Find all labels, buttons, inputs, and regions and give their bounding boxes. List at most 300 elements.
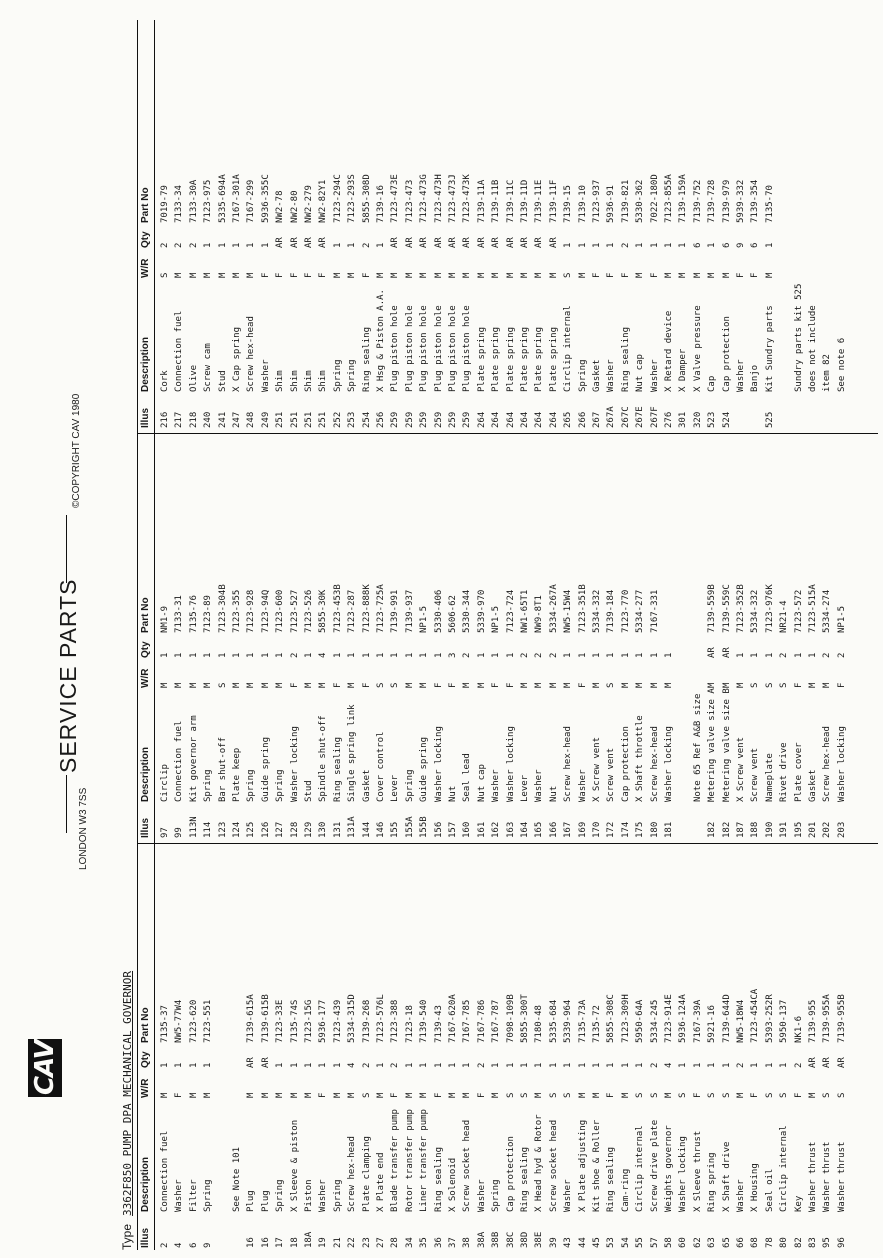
cell-illus: 251 [289, 411, 300, 428]
cell-part: 7139-16 [376, 185, 386, 223]
cell-part: NP1-5 [836, 605, 847, 633]
table-row [347, 430, 358, 840]
table-row [837, 840, 848, 1250]
cell-wr: M [692, 272, 703, 278]
table-row [419, 20, 430, 430]
cell-desc: Piston [304, 1179, 314, 1212]
table-row [477, 840, 488, 1250]
cell-wr: S [707, 1092, 718, 1098]
cell-wr: M [548, 272, 559, 278]
cell-qty: 1 [275, 652, 286, 658]
table-row [174, 430, 185, 840]
cell-desc: Plug piston hole [433, 305, 444, 392]
cell-qty: 1 [404, 652, 415, 658]
cell-illus: 525 [764, 411, 775, 428]
cell-desc: X Screw vent [592, 736, 602, 802]
cell-illus: 6 [188, 1242, 199, 1248]
cell-part: 7123-473 [404, 179, 415, 223]
table-row [520, 430, 531, 840]
table-row [722, 840, 733, 1250]
cell-desc: X Hsg & Piston A.A. [376, 289, 386, 392]
cell-desc: Lever [390, 774, 401, 802]
cell-qty: AR [707, 647, 718, 658]
table-row [232, 430, 243, 840]
cell-wr: M [736, 1092, 746, 1098]
table-row [347, 840, 358, 1250]
cell-qty: 1 [260, 242, 271, 248]
cell-part: 7139-354 [750, 179, 761, 223]
cell-illus: 256 [376, 411, 386, 428]
cell-wr: S [563, 1092, 574, 1098]
cell-part: 7180-48 [534, 1005, 545, 1043]
cell-desc: Screw drive plate [649, 1119, 660, 1212]
cell-wr: F [692, 1092, 703, 1098]
table-row [650, 840, 661, 1250]
cell-desc: Olive [188, 364, 199, 392]
table-header [138, 430, 155, 840]
cell-part: 7139-184 [606, 589, 617, 633]
cell-qty: 1 [491, 652, 502, 658]
cell-illus: 202 [822, 821, 833, 838]
cell-desc: Washer locking [678, 1136, 689, 1212]
cell-qty: 1 [376, 1062, 386, 1068]
cell-desc: X Sleeve & piston [289, 1119, 300, 1212]
cell-wr: F [606, 272, 617, 278]
table-row [290, 840, 301, 1250]
cell-desc: Spring [203, 769, 214, 802]
cell-desc: X Damper [678, 348, 689, 392]
cell-qty: 9 [736, 242, 746, 248]
cell-qty: 1 [592, 1062, 602, 1068]
cell-illus: 96 [836, 1237, 847, 1248]
cell-part: 5606-62 [448, 595, 458, 633]
cell-part: NP1-5 [491, 605, 502, 633]
cell-illus: 249 [260, 411, 271, 428]
cell-part: 7123-976K [764, 584, 775, 633]
table-row [160, 20, 171, 430]
table-row [678, 840, 689, 1250]
cell-desc: Plate spring [520, 326, 530, 392]
cell-illus: 60 [678, 1237, 689, 1248]
table-row [779, 20, 790, 430]
cell-qty: 1 [649, 652, 660, 658]
cell-wr: M [664, 1092, 674, 1098]
cell-desc: Spindle shut-off [318, 715, 329, 802]
table-row [794, 840, 805, 1250]
cell-illus: 267C [620, 406, 631, 428]
cell-illus: 276 [664, 411, 674, 428]
cell-wr: S [376, 682, 386, 688]
cell-part: 7139-11C [505, 179, 516, 223]
cell-illus: 264 [505, 411, 516, 428]
cell-desc: Washer thrust [822, 1141, 833, 1212]
page-title: SERVICE PARTS [55, 578, 81, 773]
cell-wr: M [678, 272, 689, 278]
cell-qty: 1 [390, 652, 401, 658]
cell-qty: 2 [520, 652, 530, 658]
cell-illus: 264 [548, 411, 559, 428]
cell-desc: Gasket [808, 769, 818, 802]
table-row [837, 20, 848, 430]
header-part: Part No [140, 597, 151, 633]
cell-illus: 259 [419, 411, 430, 428]
cell-illus: 125 [246, 821, 257, 838]
cell-qty: 2 [188, 242, 199, 248]
cell-desc: X Shaft drive [721, 1141, 732, 1212]
table-row [203, 430, 214, 840]
cell-wr: S [779, 682, 790, 688]
cell-desc: Spring [491, 1179, 502, 1212]
cell-qty: 1 [606, 242, 617, 248]
table-row [362, 840, 373, 1250]
cell-illus: 124 [232, 821, 242, 838]
cell-qty: AR [808, 1057, 818, 1068]
table-row [693, 840, 704, 1250]
cell-qty: 1 [448, 1062, 458, 1068]
cell-qty: 1 [232, 652, 242, 658]
cell-qty: 1 [577, 652, 588, 658]
cell-wr: M [448, 272, 458, 278]
table-row [376, 840, 387, 1250]
cell-desc: Spring [577, 359, 588, 392]
cell-wr: M [188, 1092, 199, 1098]
cell-wr: M [620, 1092, 631, 1098]
cell-wr: S [764, 1092, 775, 1098]
cell-desc: Nut [548, 785, 559, 802]
cell-qty: AR [836, 1057, 847, 1068]
cell-wr: M [390, 272, 401, 278]
cell-desc: Ring sealing [433, 1146, 444, 1212]
cell-wr: M [808, 1092, 818, 1098]
header-illus: Illus [140, 1227, 151, 1248]
table-row [750, 840, 761, 1250]
cell-wr: M [419, 272, 430, 278]
cell-wr: F [491, 682, 502, 688]
cell-illus: 264 [520, 411, 530, 428]
cell-wr: M [160, 1092, 170, 1098]
table-row [491, 840, 502, 1250]
table-row [592, 430, 603, 840]
cell-part: 7135-74S [289, 999, 300, 1043]
cell-illus: 55 [635, 1237, 646, 1248]
cell-part: 7139-752 [692, 179, 703, 223]
cell-wr: M [476, 682, 487, 688]
cell-part: 5950-137 [779, 999, 790, 1043]
cell-wr: M [275, 682, 286, 688]
table-row [405, 430, 416, 840]
cell-wr: M [376, 272, 386, 278]
cell-part: 7123-453B [332, 584, 343, 633]
cell-qty: AR [721, 647, 732, 658]
cell-desc: Guide spring [419, 736, 430, 802]
cell-wr: F [433, 682, 444, 688]
cell-wr: M [174, 682, 185, 688]
cell-desc: Washer thrust [836, 1141, 847, 1212]
cell-desc: Washer [476, 1179, 487, 1212]
cell-part: 5334-245 [649, 999, 660, 1043]
cell-qty: 1 [764, 652, 775, 658]
header-wr: W/R [140, 668, 151, 688]
table-row [808, 20, 819, 430]
cell-desc: Plate spring [476, 326, 487, 392]
cell-qty: 6 [721, 242, 732, 248]
cell-illus: 188 [750, 821, 761, 838]
cell-desc: Washer [649, 359, 660, 392]
cell-qty: 1 [419, 652, 430, 658]
cell-qty: 1 [203, 652, 214, 658]
cell-part: NW2-82Y1 [318, 179, 329, 223]
cell-illus: 4 [174, 1242, 185, 1248]
header-desc: Description [140, 336, 151, 392]
cell-part: 7123-770 [620, 589, 631, 633]
table-row [563, 430, 574, 840]
cell-illus: 37 [448, 1237, 458, 1248]
header-qty: Qty [140, 641, 151, 658]
cell-desc: Washer locking [836, 726, 847, 802]
cell-desc: Nameplate [764, 753, 775, 802]
cell-wr: M [203, 272, 214, 278]
cell-qty: 1 [764, 242, 775, 248]
cell-part: 5921-16 [707, 1005, 718, 1043]
table-row [405, 840, 416, 1250]
cell-wr: S [764, 682, 775, 688]
cell-desc: Stud [217, 370, 228, 392]
table-row [592, 840, 603, 1250]
cell-wr: M [462, 272, 473, 278]
cell-desc: See note 6 [836, 337, 847, 392]
table-row [578, 20, 589, 430]
cell-qty: 1 [592, 652, 602, 658]
cell-illus: 39 [548, 1237, 559, 1248]
cell-desc: Seal oil [764, 1168, 775, 1212]
cell-illus: 38 [462, 1237, 473, 1248]
cell-part: 5855-308D [361, 174, 372, 223]
cell-illus: 164 [520, 821, 530, 838]
cell-illus: 58 [664, 1237, 674, 1248]
cell-desc: Ring sealing [332, 736, 343, 802]
cell-qty: 2 [736, 1062, 746, 1068]
cell-part: 7123-526 [304, 589, 314, 633]
cell-desc: Plate cover [793, 742, 804, 802]
cell-part: 5334-267A [548, 584, 559, 633]
cell-qty: 1 [232, 242, 242, 248]
cell-wr: F [649, 272, 660, 278]
cell-desc: Metering valve size A [707, 688, 718, 802]
table-row [390, 840, 401, 1250]
cell-wr: M [419, 1092, 430, 1098]
table-row [506, 430, 517, 840]
table-row [189, 430, 200, 840]
cell-wr: M [491, 1092, 502, 1098]
cell-qty: 1 [462, 1062, 473, 1068]
table-row [160, 430, 171, 840]
cell-desc: Washer [736, 359, 746, 392]
cell-illus: 97 [160, 827, 170, 838]
table-row [261, 20, 272, 430]
table-row [218, 840, 229, 1250]
cell-qty: AR [505, 237, 516, 248]
cell-part: 7123-33E [275, 999, 286, 1043]
table-row [203, 20, 214, 430]
table-row [290, 430, 301, 840]
cell-wr: F [606, 1092, 617, 1098]
cell-qty: 1 [246, 242, 257, 248]
cell-qty: 2 [793, 1062, 804, 1068]
cell-part: NP1-5 [419, 605, 430, 633]
table-section [138, 840, 878, 1250]
cell-illus: 99 [174, 827, 185, 838]
cell-illus: 523 [707, 411, 718, 428]
cell-qty: 2 [548, 652, 559, 658]
cell-part: 5393-252R [764, 994, 775, 1043]
cell-part: NW1-65T1 [520, 589, 530, 633]
cell-qty: 1 [332, 652, 343, 658]
cell-part: 5334-332 [592, 589, 602, 633]
table-row [362, 20, 373, 430]
cell-part: 5334-277 [635, 589, 646, 633]
cell-qty: 1 [332, 1062, 343, 1068]
cell-wr: M [505, 272, 516, 278]
cell-part: 5936-91 [606, 185, 617, 223]
cell-wr: M [188, 272, 199, 278]
cell-wr: F [361, 272, 372, 278]
table-row [750, 20, 761, 430]
cell-desc: Spring [332, 359, 343, 392]
table-row [779, 430, 790, 840]
cell-wr: M [232, 682, 242, 688]
cell-part: 7123-15G [304, 999, 314, 1043]
cell-illus: 38E [534, 1231, 545, 1248]
cell-wr: M [275, 1092, 286, 1098]
cell-qty: 1 [304, 1062, 314, 1068]
table-row [837, 430, 848, 840]
cell-illus: 165 [534, 821, 545, 838]
cell-desc: Washer [577, 769, 588, 802]
cell-wr: S [160, 272, 170, 278]
table-row [736, 430, 747, 840]
table-row [246, 20, 257, 430]
cell-part: 5936-124A [678, 994, 689, 1043]
table-row [765, 840, 776, 1250]
table-row [347, 20, 358, 430]
cell-part: 7139-540 [419, 999, 430, 1043]
cell-part: NW2-279 [304, 185, 314, 223]
cell-part: 5335-684 [548, 999, 559, 1043]
cell-illus: 54 [620, 1237, 631, 1248]
cell-wr: F [620, 272, 631, 278]
cell-wr: M [491, 272, 502, 278]
cell-illus: 38B [491, 1231, 502, 1248]
type-label: Type [120, 1223, 134, 1250]
cell-qty: 1 [577, 1062, 588, 1068]
cell-desc: Blade transfer pump [390, 1109, 401, 1212]
cell-illus: 264 [534, 411, 545, 428]
table-row [434, 430, 445, 840]
cell-desc: Kit governor arm [188, 715, 199, 802]
cell-wr: M [260, 682, 271, 688]
cell-desc: Washer [563, 1179, 574, 1212]
cell-wr: M [462, 682, 473, 688]
table-row [635, 20, 646, 430]
cell-illus: 174 [620, 821, 631, 838]
table-row [275, 430, 286, 840]
cell-part: 7139-10 [577, 185, 588, 223]
cell-qty: AR [462, 237, 473, 248]
table-row [520, 20, 531, 430]
cell-part: 5936-177 [318, 999, 329, 1043]
cell-qty: AR [419, 237, 430, 248]
cell-part: 7123-620 [188, 999, 199, 1043]
cell-illus: 251 [275, 411, 286, 428]
cell-desc: Connection fuel [174, 310, 185, 392]
cell-part: 5330-344 [462, 589, 473, 633]
cell-illus: 259 [404, 411, 415, 428]
cell-illus: 320 [692, 411, 703, 428]
cell-illus: 267 [592, 411, 602, 428]
cell-qty: 1 [260, 652, 271, 658]
table-row [390, 20, 401, 430]
cell-wr: F [448, 682, 458, 688]
table-row [664, 840, 675, 1250]
cell-part: 7139-15 [563, 185, 574, 223]
cell-desc: Plate clamping [361, 1136, 372, 1212]
cell-wr: S [361, 1092, 372, 1098]
cell-illus: 259 [390, 411, 401, 428]
cell-illus: 259 [448, 411, 458, 428]
cell-part: 7123-351B [577, 584, 588, 633]
cell-qty: 1 [318, 1062, 329, 1068]
cell-illus: 240 [203, 411, 214, 428]
table-row [650, 20, 661, 430]
cell-illus: 131 [332, 821, 343, 838]
cell-illus: 114 [203, 821, 214, 838]
cell-part: NK1-6 [793, 1015, 804, 1043]
table-row [520, 840, 531, 1250]
cell-qty: 1 [376, 652, 386, 658]
cell-illus: 254 [361, 411, 372, 428]
cell-part: 7167-299 [246, 179, 257, 223]
cell-desc: Washer thrust [808, 1141, 818, 1212]
cell-part: 7139-559B [707, 584, 718, 633]
cell-desc: Spring [275, 769, 286, 802]
cell-illus: 18A [304, 1231, 314, 1248]
cell-wr: M [203, 1092, 214, 1098]
table-row [650, 430, 661, 840]
cell-qty: 1 [476, 652, 487, 658]
table-row [448, 430, 459, 840]
cell-illus: 162 [491, 821, 502, 838]
cell-desc: Liner transfer pump [419, 1109, 430, 1212]
cell-wr: M [548, 682, 559, 688]
cell-illus: 267A [606, 406, 617, 428]
cell-illus: 144 [361, 821, 372, 838]
table-row [462, 840, 473, 1250]
table-row [606, 840, 617, 1250]
table-row [318, 20, 329, 430]
cell-wr: M [332, 1092, 343, 1098]
cell-illus: 170 [592, 821, 602, 838]
cell-desc: Shim [289, 370, 300, 392]
cell-desc: X Shaft throttle [635, 715, 646, 802]
table-row [678, 430, 689, 840]
table-row [808, 840, 819, 1250]
cell-part: 7123-293S [347, 174, 358, 223]
cell-desc: X Head hyd & Rotor [534, 1114, 545, 1212]
cell-desc: Metering valve size B [721, 688, 732, 802]
cell-desc: X Retard device [664, 310, 674, 392]
cell-illus: 68 [750, 1237, 761, 1248]
cell-qty: AR [260, 1057, 271, 1068]
